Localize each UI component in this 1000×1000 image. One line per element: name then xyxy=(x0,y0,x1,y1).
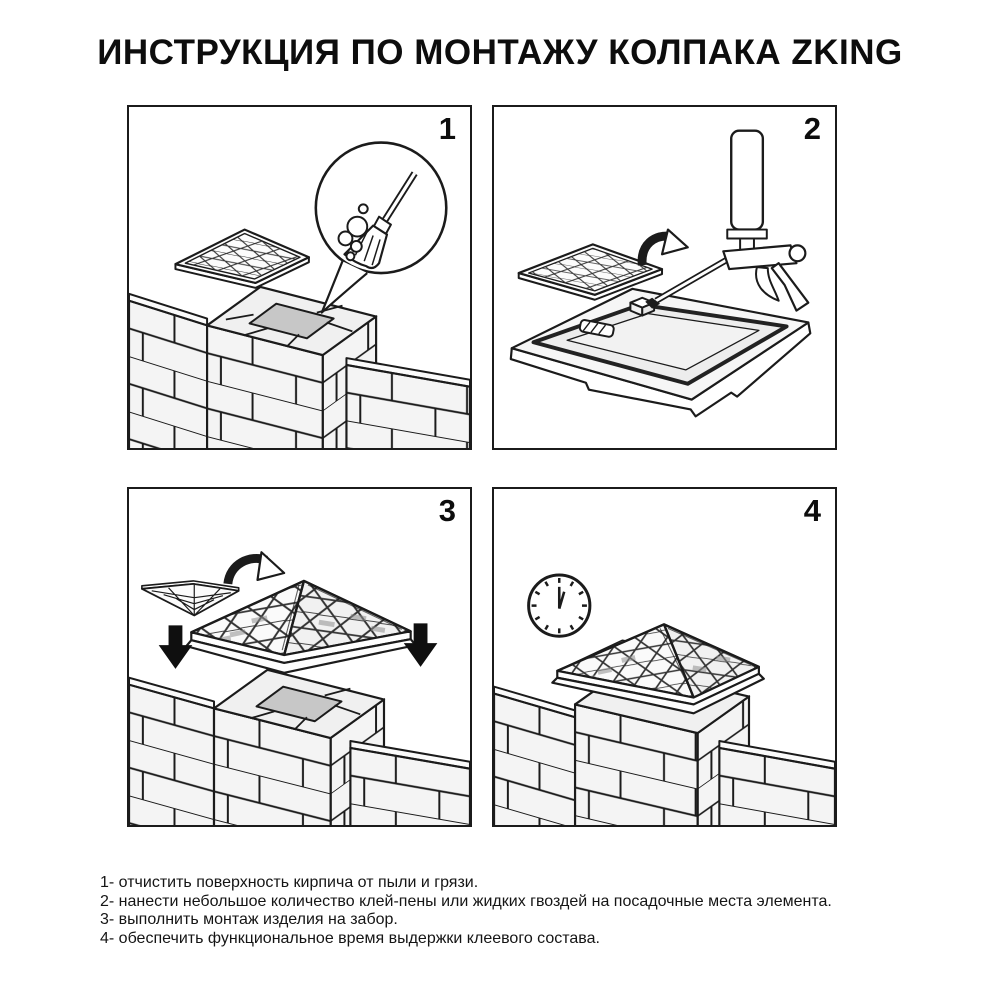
step-number: 3 xyxy=(438,493,456,528)
instruction-step: 2- нанести небольшое количество клей-пены или жидких гвоздей на посадочные места элемента. xyxy=(100,892,832,910)
step-panel-1 xyxy=(127,105,472,450)
instruction-step: 3- выполнить монтаж изделия на забор. xyxy=(100,911,398,928)
illustration-finished-pillar xyxy=(494,489,835,825)
illustration-apply-glue xyxy=(494,107,835,448)
flip-arrow-icon xyxy=(228,552,284,584)
illustration-clean-pillar xyxy=(129,107,470,448)
instruction-steps xyxy=(100,874,960,948)
page-title: ИНСТРУКЦИЯ ПО МОНТАЖУ КОЛПАКА ZKING xyxy=(97,33,903,72)
illustration-mount-cap xyxy=(129,489,470,825)
down-arrow-icon xyxy=(159,625,193,668)
upside-down-cap-tray xyxy=(511,289,810,417)
speech-bubble xyxy=(316,143,446,313)
step-panel-3 xyxy=(127,487,472,827)
brick-wall-right xyxy=(346,358,470,448)
upside-down-cap xyxy=(142,581,239,616)
foam-gun-icon xyxy=(645,131,808,311)
step-number: 4 xyxy=(803,493,821,528)
flip-arrow-icon xyxy=(642,230,688,266)
step-panel-2 xyxy=(492,105,837,450)
brick-wall-right xyxy=(350,741,470,825)
clock-icon xyxy=(529,575,590,636)
instruction-step: 4- обеспечить функциональное время выдержки клеевого состава. xyxy=(100,929,600,947)
brick-wall-left xyxy=(494,687,575,825)
brick-wall-left xyxy=(129,294,207,448)
step-number: 2 xyxy=(803,111,821,146)
brick-wall-right xyxy=(719,741,835,825)
brick-wall-left xyxy=(129,678,214,825)
step-number: 1 xyxy=(438,111,456,146)
step-panel-4 xyxy=(492,487,837,827)
instruction-step: 1- отчистить поверхность кирпича от пыли и грязи. xyxy=(100,874,479,891)
